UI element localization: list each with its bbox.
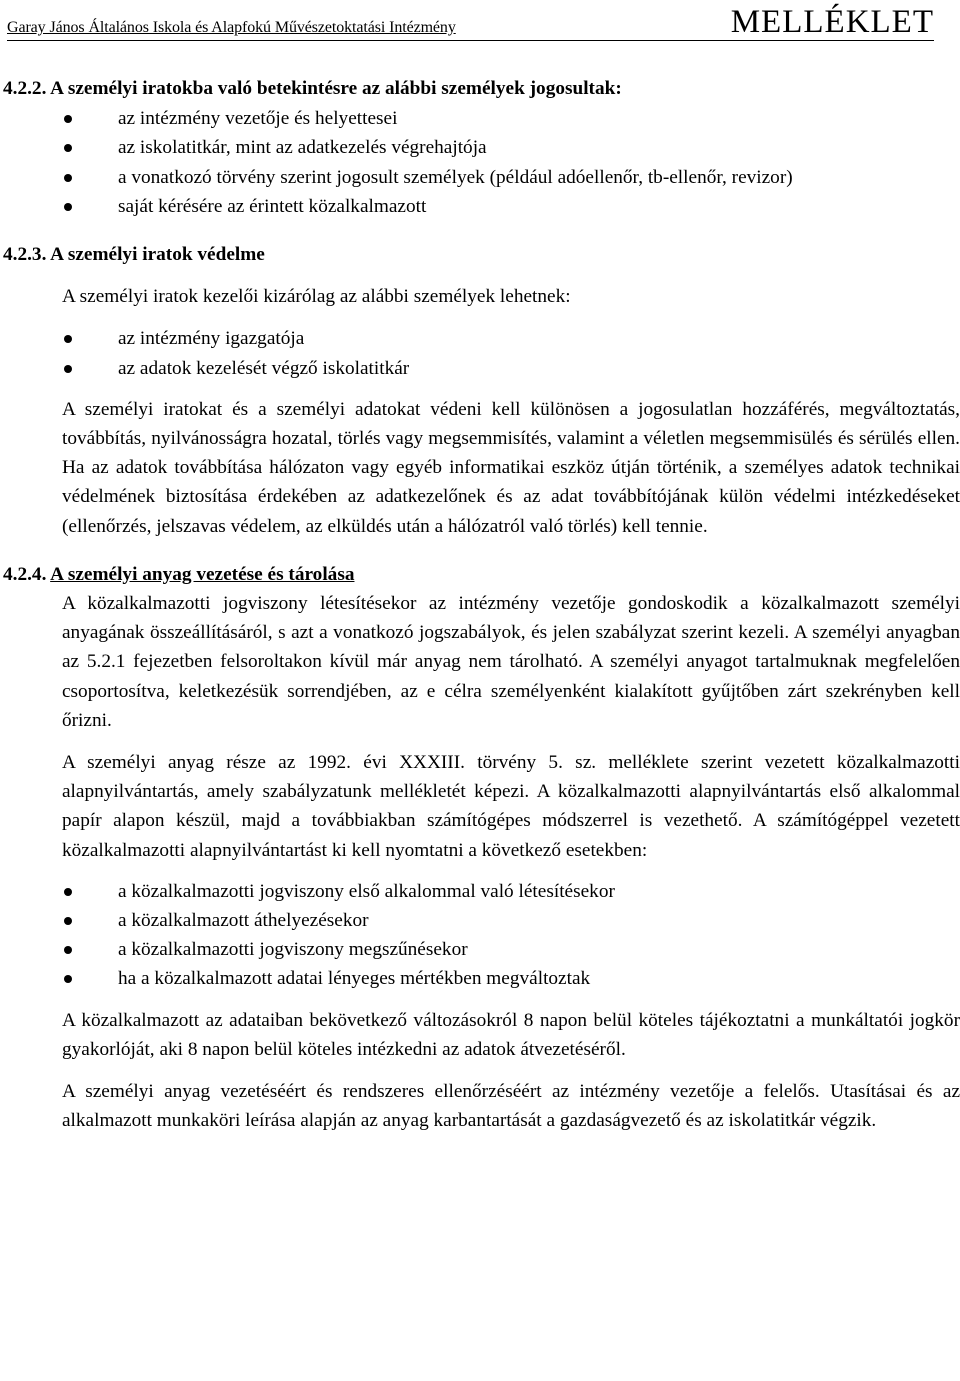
list-item <box>62 877 960 906</box>
section-424-paragraph-1: A közalkalmazotti jogviszony létesítésekor az intézmény vezetője gondoskodik a közalkalmazott személyi anyagának összeállításáról, s azt a vonatkozó jogszabályok, és jelen szabályzat szerint kezeli. A személyi anyagban az 5.2.1 fejezetben felsoroltakon kívül már anyag nem tárolható. A személyi anyagot tartalmuknak megfelelően csoportosítva, keletkezésük sorrendjében, az e célra személyenként kialakított gyűjtőben zárt szekrényben kell őrizni. <box>62 593 960 731</box>
list-item-text: saját kérésére az érintett közalkalmazott <box>118 195 427 217</box>
document-body <box>3 74 960 1136</box>
section-424-number: 4.2.4. <box>3 563 47 585</box>
bullet-icon <box>64 365 72 373</box>
header-school-name: Garay János Általános Iskola és Alapfokú Művészetoktatási Intézmény <box>7 19 456 36</box>
section-423-heading <box>3 240 960 269</box>
section-424-heading <box>3 560 960 589</box>
bullet-icon <box>64 917 72 925</box>
section-423-paragraph: A személyi iratokat és a személyi adatokat védeni kell különösen a jogosulatlan hozzáférés, megváltoztatás, továbbítás, nyilvánosságra hozatal, törlés vagy megsemmisítés, valamint a véletlen megsemmisülés és sérülés ellen. Ha az adatok továbbítása hálózaton vagy egyéb informatikai eszköz útján történik, a személyes adatok technikai védelmének biztosítása érdekében az adatkezelőnek és az adat továbbítójának külön védelmi intézkedéseket (ellenőrzés, jelszavas védelem, az elküldés után a hálózatról való törlés) kell tennie. <box>62 398 960 537</box>
list-item <box>62 354 960 383</box>
section-422-title: A személyi iratokba való betekintésre az alábbi személyek jogosultak: <box>50 78 622 99</box>
section-424-paragraph-2: A személyi anyag része az 1992. évi XXXIII. törvény 5. sz. melléklete szerint vezetett közalkalmazotti alapnyilvántartás, amely szabályzatunk mellékletét képezi. A közalkalmazotti alapnyilvántartás első alkalommal papír alapon készül, majd a továbbiakban számítógépes módszerrel is vezethető. A számítógéppel vezetett közalkalmazotti alapnyilvántartást ki kell nyomtatni a következő esetekben: <box>62 752 960 861</box>
section-422-list <box>62 104 960 221</box>
list-item-text: a vonatkozó törvény szerint jogosult személyek (például adóellenőr, tb-ellenőr, revizor) <box>118 166 793 188</box>
section-422-number: 4.2.2. <box>3 78 47 99</box>
bullet-icon <box>64 975 72 983</box>
bullet-icon <box>64 203 72 211</box>
section-423-title: A személyi iratok védelme <box>50 244 265 266</box>
section-423-intro: A személyi iratok kezelői kizárólag az alábbi személyek lehetnek: <box>62 286 571 308</box>
bullet-icon <box>64 115 72 123</box>
list-item <box>62 133 960 162</box>
list-item <box>62 192 960 221</box>
list-item <box>62 324 960 353</box>
list-item <box>62 163 960 192</box>
list-item-text: ha a közalkalmazott adatai lényeges mértékben megváltoztak <box>118 968 591 990</box>
bullet-icon <box>64 174 72 182</box>
section-423-number: 4.2.3. <box>3 244 47 266</box>
section-424-paragraph-3: A közalkalmazott az adataiban bekövetkező változásokról 8 napon belül köteles tájékoztatni a munkáltatói jogkör gyakorlóját, aki 8 napon belül köteles intézkedni az adatok átvezetéséről. <box>62 1009 960 1060</box>
list-item-text: a közalkalmazotti jogviszony első alkalommal való létesítésekor <box>118 880 615 902</box>
section-423-list <box>62 324 960 382</box>
section-424-list <box>62 877 960 994</box>
list-item-text: az intézmény vezetője és helyettesei <box>118 108 398 130</box>
list-item-text: a közalkalmazott áthelyezésekor <box>118 910 369 932</box>
list-item-text: az intézmény igazgatója <box>118 328 305 350</box>
bullet-icon <box>64 888 72 896</box>
list-item <box>62 935 960 964</box>
section-422-heading <box>3 74 960 103</box>
section-424-title: A személyi anyag vezetése és tárolása <box>50 563 355 585</box>
section-424-paragraph-4: A személyi anyag vezetéséért és rendszeres ellenőrzéséért az intézmény vezetője a felelős. Utasításai és az alkalmazott munkaköri leírása alapján az anyag karbantartását a gazdaságvezető és az iskolatitkár végzik. <box>62 1081 960 1132</box>
bullet-icon <box>64 335 72 343</box>
list-item-text: az adatok kezelését végző iskolatitkár <box>118 357 410 379</box>
bullet-icon <box>64 144 72 152</box>
list-item-text: az iskolatitkár, mint az adatkezelés végrehajtója <box>118 137 487 159</box>
list-item <box>62 104 960 133</box>
list-item <box>62 964 960 993</box>
header-label: MELLÉKLET <box>730 4 934 40</box>
list-item <box>62 906 960 935</box>
bullet-icon <box>64 946 72 954</box>
page-header <box>7 4 934 41</box>
list-item-text: a közalkalmazotti jogviszony megszűnésekor <box>118 939 468 961</box>
